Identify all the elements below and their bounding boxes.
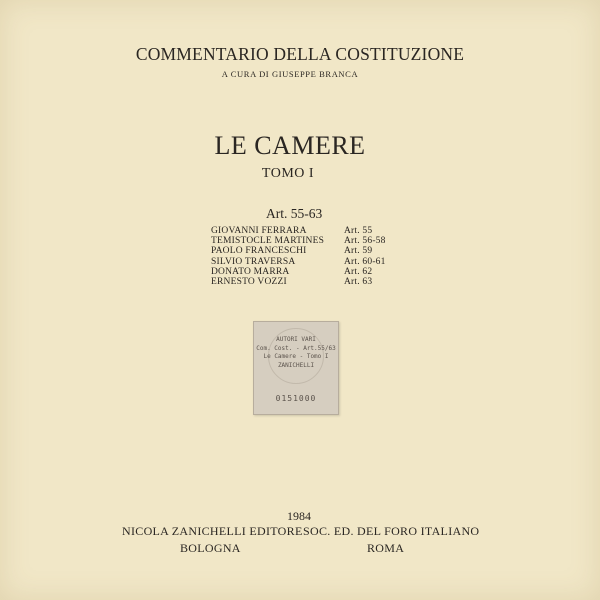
author-row xyxy=(211,236,386,246)
editor-line: A CURA DI GIUSEPPE BRANCA xyxy=(221,69,359,79)
copublisher-city: ROMA xyxy=(367,541,405,555)
inventory-line: Le Camere - Tomo I xyxy=(263,353,329,361)
author-articles: Art. 63 xyxy=(344,277,373,288)
author-articles: Art. 55 xyxy=(344,226,373,236)
author-row xyxy=(211,246,386,256)
authors-list xyxy=(211,226,386,287)
author-articles: Art. 59 xyxy=(344,246,373,257)
author-row xyxy=(211,257,386,267)
inventory-label xyxy=(253,321,339,415)
inventory-line: ZANICHELLI xyxy=(277,361,315,369)
publisher-name: NICOLA ZANICHELLI EDITORE xyxy=(122,524,303,538)
inventory-code: 0151000 xyxy=(275,394,317,403)
volume-label: TOMO I xyxy=(261,166,315,181)
inventory-label-text xyxy=(254,336,338,370)
series-title: COMMENTARIO DELLA COSTITUZIONE xyxy=(135,44,465,64)
author-articles: Art. 56-58 xyxy=(344,236,386,247)
author-name: GIOVANNI FERRARA xyxy=(211,226,307,236)
publication-year: 1984 xyxy=(287,509,311,523)
author-name: ERNESTO VOZZI xyxy=(211,277,287,288)
author-articles: Art. 62 xyxy=(344,266,373,277)
inventory-line: Com. Cost. - Art.55/63 xyxy=(256,344,336,352)
author-name: PAOLO FRANCESCHI xyxy=(211,246,307,257)
publisher-city: BOLOGNA xyxy=(180,541,241,555)
inventory-line: AUTORI VARI xyxy=(276,336,316,343)
author-name: TEMISTOCLE MARTINES xyxy=(211,236,325,247)
author-row xyxy=(211,277,386,287)
author-name: SILVIO TRAVERSA xyxy=(211,256,296,267)
book-title: LE CAMERE xyxy=(214,131,366,160)
author-name: DONATO MARRA xyxy=(211,266,290,277)
articles-range: Art. 55-63 xyxy=(266,206,323,221)
author-articles: Art. 60-61 xyxy=(344,256,386,267)
author-row xyxy=(211,226,386,236)
copublisher-name: SOC. ED. DEL FORO ITALIANO xyxy=(303,524,480,538)
author-row xyxy=(211,267,386,277)
